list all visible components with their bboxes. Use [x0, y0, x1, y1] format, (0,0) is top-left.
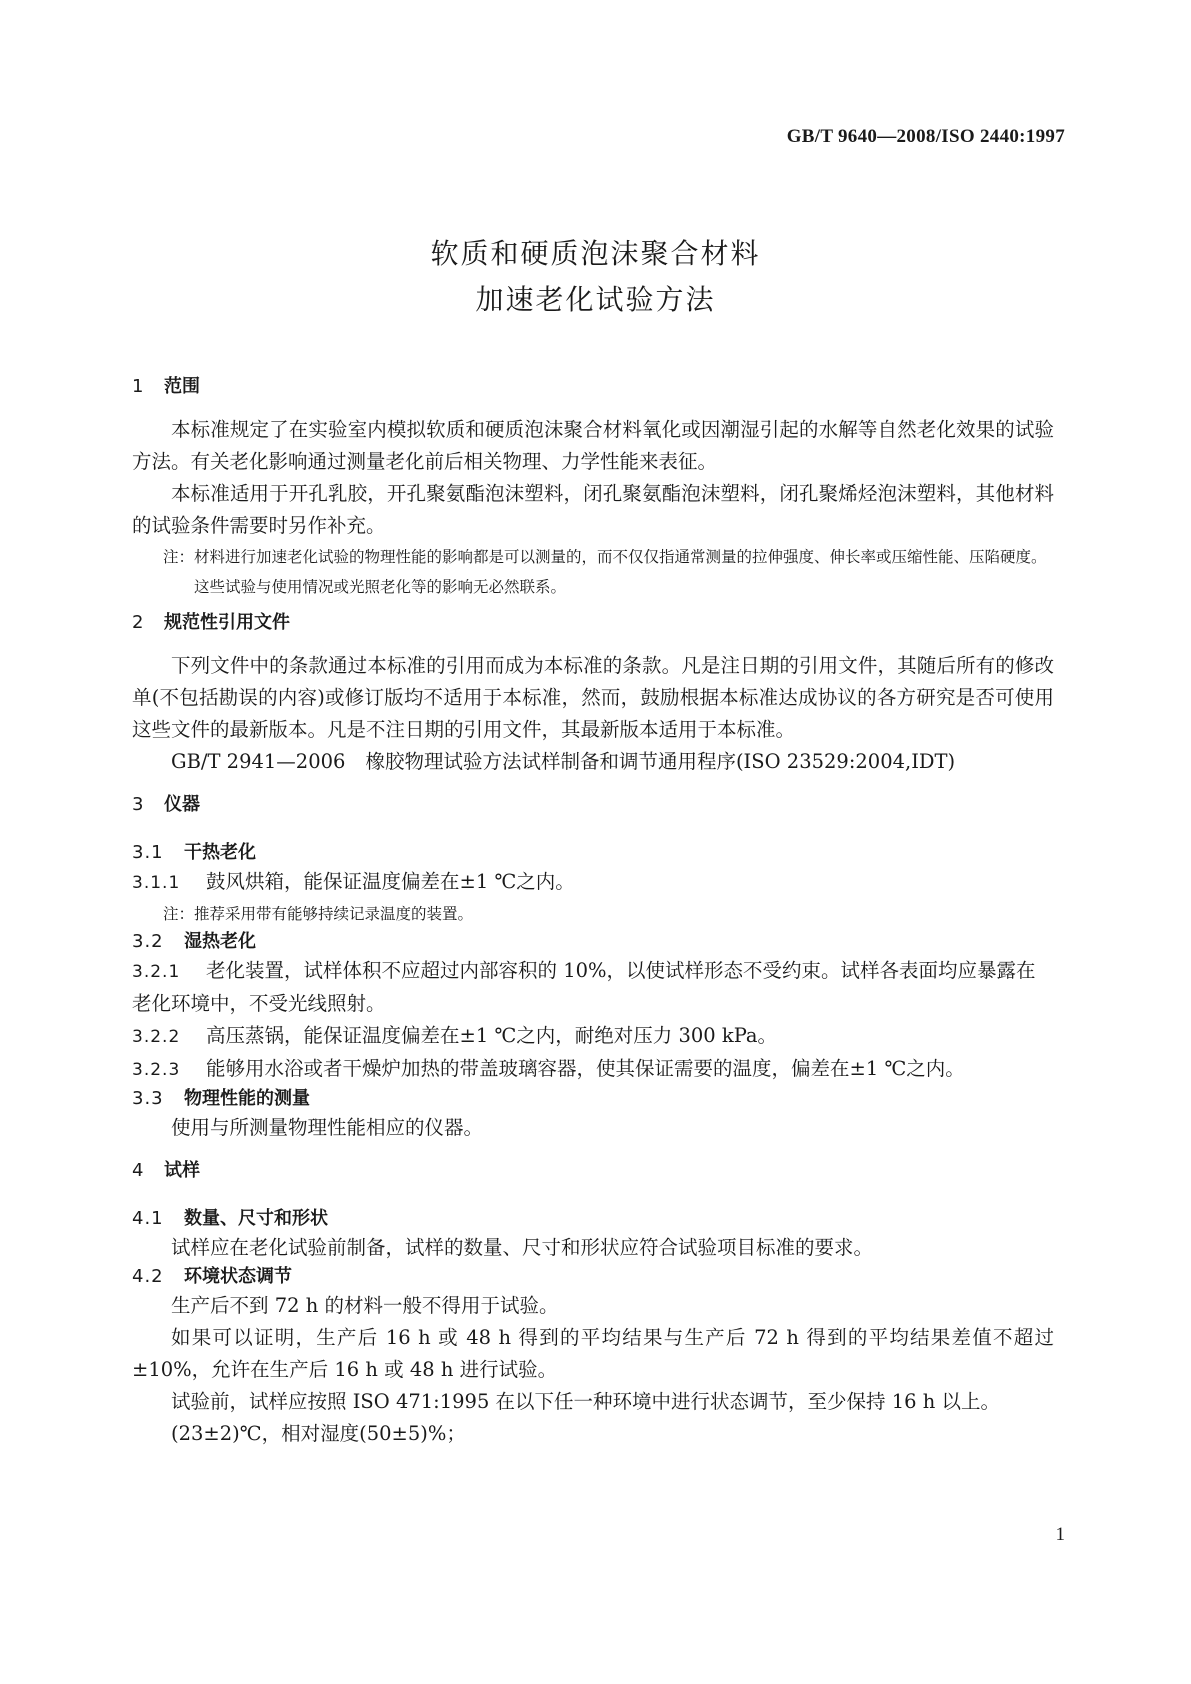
- clause-number: 3.2.2: [132, 1027, 181, 1047]
- page-number: 1: [1055, 1524, 1065, 1545]
- paragraph: 本标准适用于开孔乳胶，开孔聚氨酯泡沫塑料，闭孔聚氨酯泡沫塑料，闭孔聚烯烃泡沫塑料，其他材料的试验条件需要时另作补充。: [132, 482, 1054, 537]
- paragraph: 本标准规定了在实验室内模拟软质和硬质泡沫聚合材料氧化或因潮湿引起的水解等自然老化效果的试验方法。有关老化影响通过测量老化前后相关物理、力学性能来表征。: [132, 418, 1054, 473]
- standard-code: GB/T 9640—2008/ISO 2440:1997: [786, 126, 1065, 147]
- section-title: 试样: [164, 1160, 200, 1181]
- subsection-number: 3.1: [132, 842, 164, 863]
- note: 注：材料进行加速老化试验的物理性能的影响都是可以测量的，而不仅仅指通常测量的拉伸强度、伸长率或压缩性能、压陷硬度。这些试验与使用情况或光照老化等的影响无必然联系。: [163, 548, 1047, 596]
- clause-number: 3.2.3: [132, 1060, 181, 1080]
- section-number: 3: [132, 794, 144, 815]
- paragraph: 如果可以证明，生产后 16 h 或 48 h 得到的平均结果与生产后 72 h 得到的平均结果差值不超过±10%，允许在生产后 16 h 或 48 h 进行试验。: [132, 1326, 1054, 1381]
- paragraph: 生产后不到 72 h 的材料一般不得用于试验。: [171, 1294, 559, 1317]
- clause-3-1-1: [132, 866, 1054, 899]
- subsection-3-3-heading: [132, 1086, 1054, 1112]
- subsection-title: 湿热老化: [184, 931, 256, 952]
- subsection-title: 环境状态调节: [184, 1266, 292, 1287]
- paragraph: 使用与所测量物理性能相应的仪器。: [171, 1116, 484, 1139]
- document-body: [132, 374, 1054, 1450]
- subsection-4-2-heading: [132, 1264, 1054, 1290]
- normative-reference: [132, 746, 1054, 778]
- paragraph: 试样应在老化试验前制备，试样的数量、尺寸和形状应符合试验项目标准的要求。: [171, 1236, 874, 1259]
- section-title: 仪器: [164, 794, 200, 815]
- subsection-title: 干热老化: [184, 842, 256, 863]
- paragraph: (23±2)℃，相对湿度(50±5)%；: [171, 1422, 466, 1445]
- subsection-number: 4.2: [132, 1266, 164, 1287]
- section-number: 1: [132, 376, 144, 397]
- subsection-number: 3.3: [132, 1088, 164, 1109]
- section-2-heading: [132, 610, 1054, 636]
- clause-3-2-1: [132, 955, 1054, 1020]
- section-3-heading: [132, 792, 1054, 818]
- clause-text: 鼓风烘箱，能保证温度偏差在±1 ℃之内。: [206, 870, 575, 893]
- section-4-heading: [132, 1158, 1054, 1184]
- section-1-heading: [132, 374, 1054, 400]
- clause-number: 3.2.1: [132, 962, 181, 982]
- section-number: 2: [132, 612, 144, 633]
- reference-code: GB/T 2941—2006: [171, 750, 346, 773]
- clause-number: 3.1.1: [132, 873, 181, 893]
- clause-3-2-3: [132, 1053, 1054, 1086]
- section-number: 4: [132, 1160, 144, 1181]
- subsection-number: 3.2: [132, 931, 164, 952]
- clause-text: 老化装置，试样体积不应超过内部容积的 10%，以使试样形态不受约束。试样各表面均应暴露在老化环境中，不受光线照射。: [132, 959, 1036, 1015]
- document-title-line1: 软质和硬质泡沫聚合材料: [430, 237, 761, 270]
- clause-text: 高压蒸锅，能保证温度偏差在±1 ℃之内，耐绝对压力 300 kPa。: [206, 1024, 778, 1047]
- paragraph: 下列文件中的条款通过本标准的引用而成为本标准的条款。凡是注日期的引用文件，其随后所有的修改单(不包括勘误的内容)或修订版均不适用于本标准，然而，鼓励根据本标准达成协议的各方研究是否可使用这些文件的最新版本。凡是不注日期的引用文件，其最新版本适用于本标准。: [132, 654, 1054, 741]
- reference-title: 橡胶物理试验方法试样制备和调节通用程序(ISO 23529:2004,IDT): [365, 750, 956, 773]
- clause-text: 能够用水浴或者干燥炉加热的带盖玻璃容器，使其保证需要的温度，偏差在±1 ℃之内。: [206, 1057, 965, 1080]
- subsection-title: 物理性能的测量: [184, 1088, 310, 1109]
- document-title-line2: 加速老化试验方法: [475, 283, 716, 316]
- subsection-number: 4.1: [132, 1208, 164, 1229]
- subsection-title: 数量、尺寸和形状: [184, 1208, 328, 1229]
- paragraph: 试验前，试样应按照 ISO 471:1995 在以下任一种环境中进行状态调节，至少保持 16 h 以上。: [171, 1390, 1001, 1413]
- subsection-3-2-heading: [132, 929, 1054, 955]
- subsection-3-1-heading: [132, 840, 1054, 866]
- clause-3-2-2: [132, 1020, 1054, 1053]
- note: 注：推荐采用带有能够持续记录温度的装置。: [163, 905, 474, 923]
- section-title: 规范性引用文件: [164, 612, 290, 633]
- section-title: 范围: [164, 376, 200, 397]
- subsection-4-1-heading: [132, 1206, 1054, 1232]
